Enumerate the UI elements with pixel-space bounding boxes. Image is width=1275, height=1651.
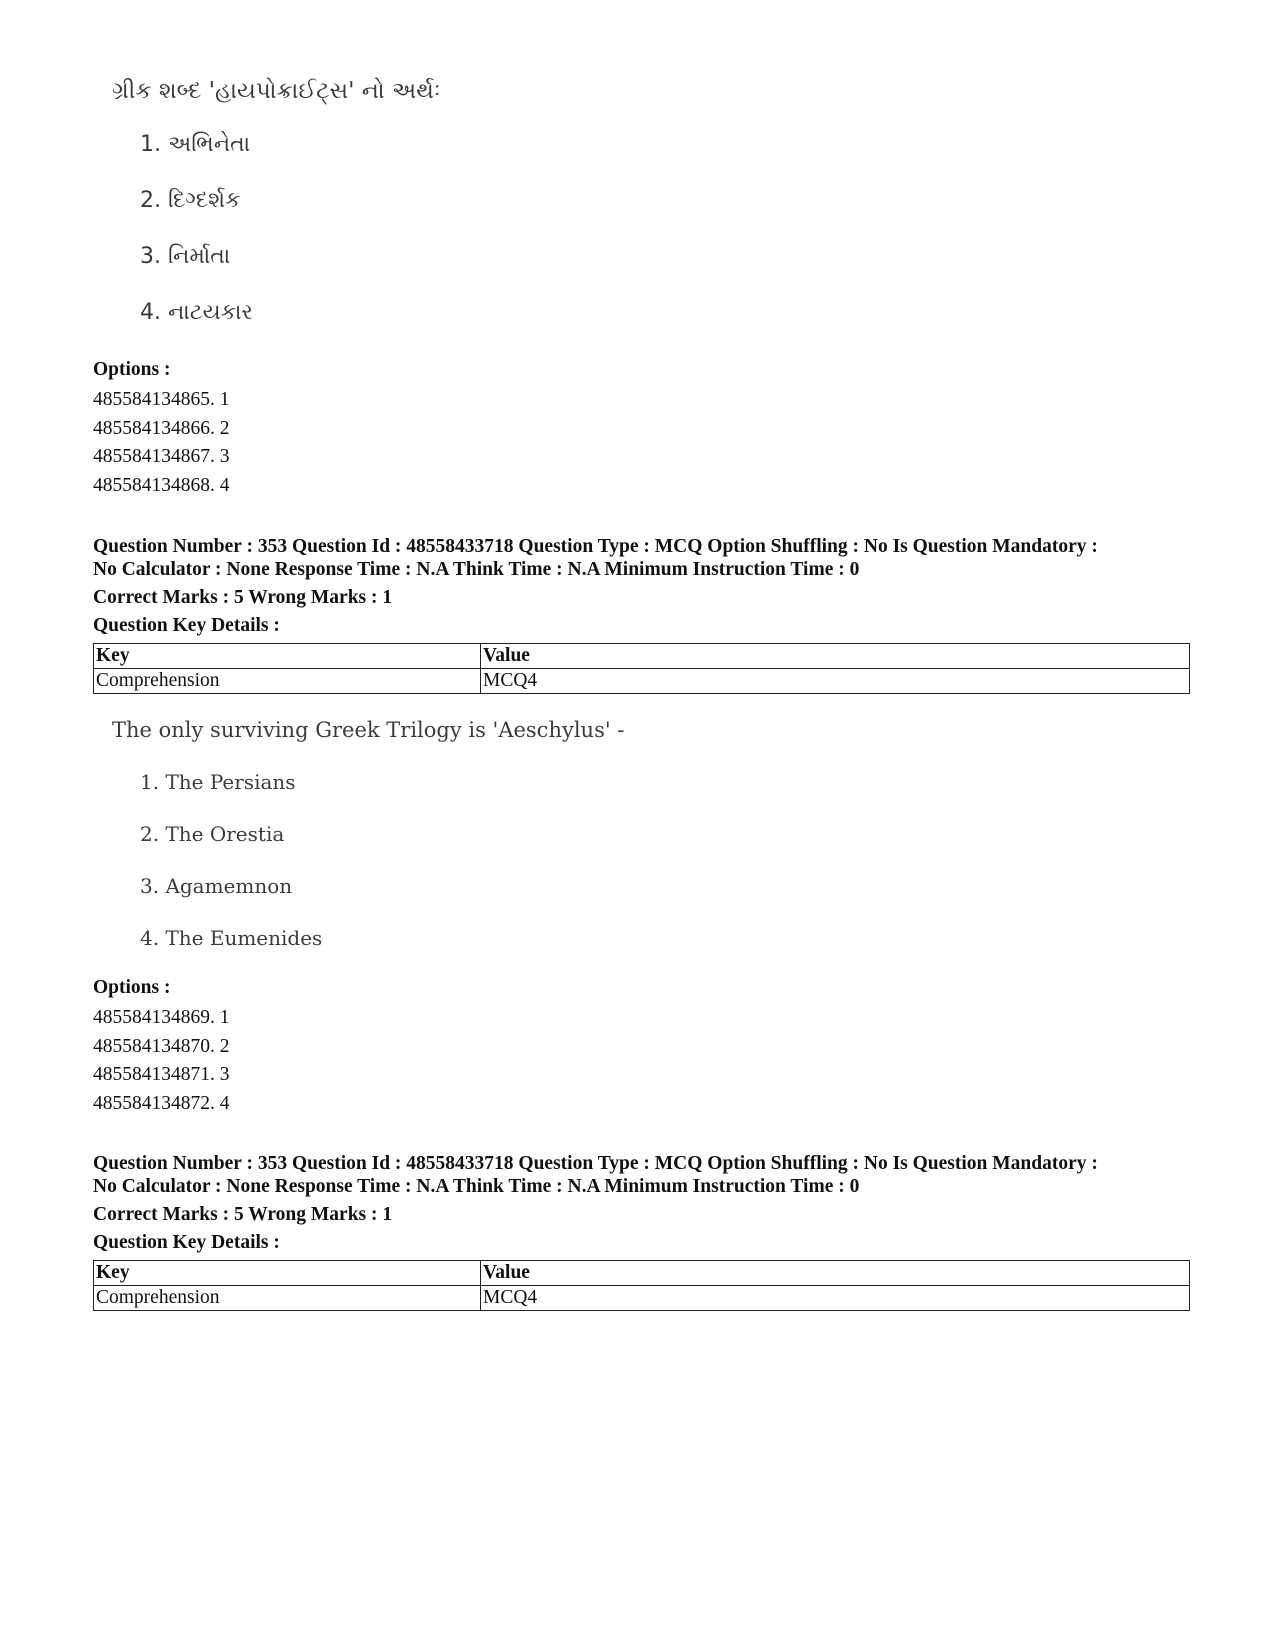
options-label: Options : <box>93 359 171 380</box>
option-item: 485584134867. 3 <box>93 446 230 467</box>
question-option-3: 3. Agamemnon <box>140 874 293 898</box>
question-meta <box>93 1152 1193 1254</box>
table-cell-value: MCQ4 <box>481 1286 1190 1311</box>
table-row <box>94 1286 1190 1311</box>
question-option-3: 3. નિર્માતા <box>140 244 231 269</box>
table-header-key: Key <box>94 1261 481 1286</box>
question-option-2: 2. The Orestia <box>140 822 285 846</box>
question-key-table <box>93 1260 1190 1311</box>
question-option-4: 4. નાટયકાર <box>140 300 253 325</box>
options-label: Options : <box>93 977 171 998</box>
option-item: 485584134872. 4 <box>93 1092 230 1114</box>
question-image-gujarati <box>112 78 441 325</box>
question-option-2: 2. દિગ્દર્શક <box>140 188 241 213</box>
question-image-english <box>112 718 625 950</box>
question-key-table <box>93 643 1190 694</box>
question-option-1: 1. The Persians <box>140 770 296 794</box>
option-item: 485584134871. 3 <box>93 1064 230 1085</box>
option-item: 485584134869. 1 <box>93 1007 230 1028</box>
table-cell-value: MCQ4 <box>481 669 1190 694</box>
option-item: 485584134868. 4 <box>93 474 230 496</box>
question-option-4: 4. The Eumenides <box>140 926 323 950</box>
table-cell-key: Comprehension <box>94 1286 481 1311</box>
question-meta-line: No Calculator : None Response Time : N.A Think Time : N.A Minimum Instruction Time : 0 <box>93 559 860 580</box>
options-list <box>93 358 1193 500</box>
question-stem: The only surviving Greek Trilogy is 'Aeschylus' - <box>112 718 625 742</box>
table-row <box>94 669 1190 694</box>
question-marks: Correct Marks : 5 Wrong Marks : 1 <box>93 587 393 608</box>
option-item: 485584134870. 2 <box>93 1035 230 1057</box>
question-meta-line: No Calculator : None Response Time : N.A Think Time : N.A Minimum Instruction Time : 0 <box>93 1176 860 1197</box>
question-key-details-label: Question Key Details : <box>93 1232 280 1253</box>
table-header-row <box>94 1261 1190 1286</box>
question-meta <box>93 535 1193 637</box>
question-key-details-label: Question Key Details : <box>93 615 280 636</box>
question-meta-line: Question Number : 353 Question Id : 48558433718 Question Type : MCQ Option Shuffling : No Is Question Mandatory : <box>93 536 1098 557</box>
table-header-row <box>94 644 1190 669</box>
table-header-value: Value <box>481 644 1190 669</box>
table-header-key: Key <box>94 644 481 669</box>
question-option-1: 1. અભિનેતા <box>140 132 251 157</box>
question-marks: Correct Marks : 5 Wrong Marks : 1 <box>93 1204 393 1225</box>
option-item: 485584134865. 1 <box>93 389 230 410</box>
table-cell-key: Comprehension <box>94 669 481 694</box>
option-item: 485584134866. 2 <box>93 417 230 439</box>
table-header-value: Value <box>481 1261 1190 1286</box>
question-stem: ગ્રીક શબ્દ 'હાયપોક્રાઈટ્સ' નો અર્થઃ <box>112 78 441 104</box>
options-list <box>93 976 1193 1118</box>
question-meta-line: Question Number : 353 Question Id : 48558433718 Question Type : MCQ Option Shuffling : No Is Question Mandatory : <box>93 1153 1098 1174</box>
